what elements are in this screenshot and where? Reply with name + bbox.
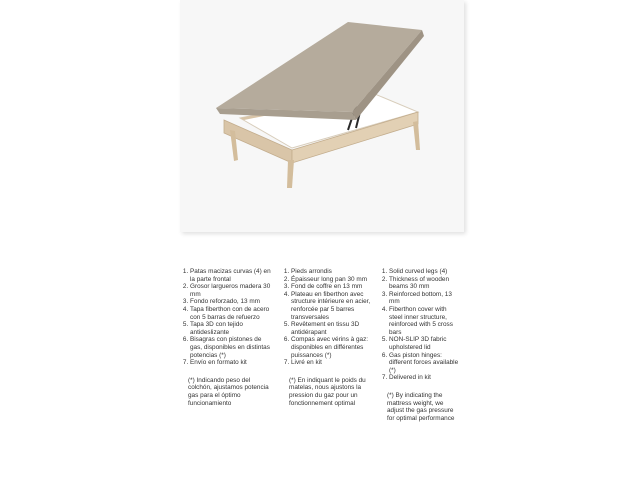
spec-column-en — [379, 268, 461, 422]
footnote-fr: (*) En indiquant le poids du matelas, nous ajustons la pression du gaz pour un fonctionnement optimal — [289, 376, 366, 407]
spec-list-en — [379, 268, 461, 382]
product-photo — [180, 0, 464, 232]
spec-item: 6. Compas avec vérins à gaz: disponibles en différentes puissances (*) — [291, 336, 373, 359]
spec-item: 2. Thickness of wooden beams 30 mm — [389, 276, 461, 291]
spec-item: 2. Épaisseur long pan 30 mm — [291, 276, 373, 284]
spec-item: 3. Fondo reforzado, 13 mm — [190, 298, 272, 306]
spec-list-es — [180, 268, 272, 367]
storage-bed-image — [180, 0, 464, 232]
spec-item: 1. Solid curved legs (4) — [389, 268, 461, 276]
spec-item: 3. Reinforced bottom, 13 mm — [389, 291, 461, 306]
spec-item: 5. Revêtement en tissu 3D antidérapant — [291, 321, 373, 336]
spec-item: 2. Grosor largueros madera 30 mm — [190, 283, 272, 298]
footnote-es: (*) Indicando peso del colchón, ajustamos potencia gas para el óptimo funcionamiento — [188, 376, 269, 407]
spec-item: 1. Patas macizas curvas (4) en la parte frontal — [190, 268, 272, 283]
spec-item: 7. Envío en formato kit — [190, 359, 272, 367]
spec-item: 7. Livré en kit — [291, 359, 373, 367]
spec-item: 3. Fond de coffre en 13 mm — [291, 283, 373, 291]
spec-item: 6. Gas piston hinges: different forces available (*) — [389, 352, 461, 375]
spec-item: 4. Tapa fiberthon con de acero con 5 barras de refuerzo — [190, 306, 272, 321]
spec-column-es — [180, 268, 272, 407]
spec-item: 1. Pieds arrondis — [291, 268, 373, 276]
footnote-en: (*) By indicating the mattress weight, we adjust the gas pressure for optimal performance — [387, 391, 455, 422]
spec-column-fr — [281, 268, 373, 407]
spec-item: 6. Bisagras con pistones de gas, disponibles en distintas potencias (*) — [190, 336, 272, 359]
spec-item: 5. NON-SLIP 3D fabric upholstered lid — [389, 336, 461, 351]
spec-item: 4. Plateau en fiberthon avec structure intérieure en acier, renforcée par 5 barres transversales — [291, 291, 373, 321]
spec-list-fr — [281, 268, 373, 367]
spec-item: 4. Fiberthon cover with steel inner structure, reinforced with 5 cross bars — [389, 306, 461, 336]
spec-item: 5. Tapa 3D con tejido antideslizante — [190, 321, 272, 336]
spec-item: 7. Delivered in kit — [389, 374, 461, 382]
